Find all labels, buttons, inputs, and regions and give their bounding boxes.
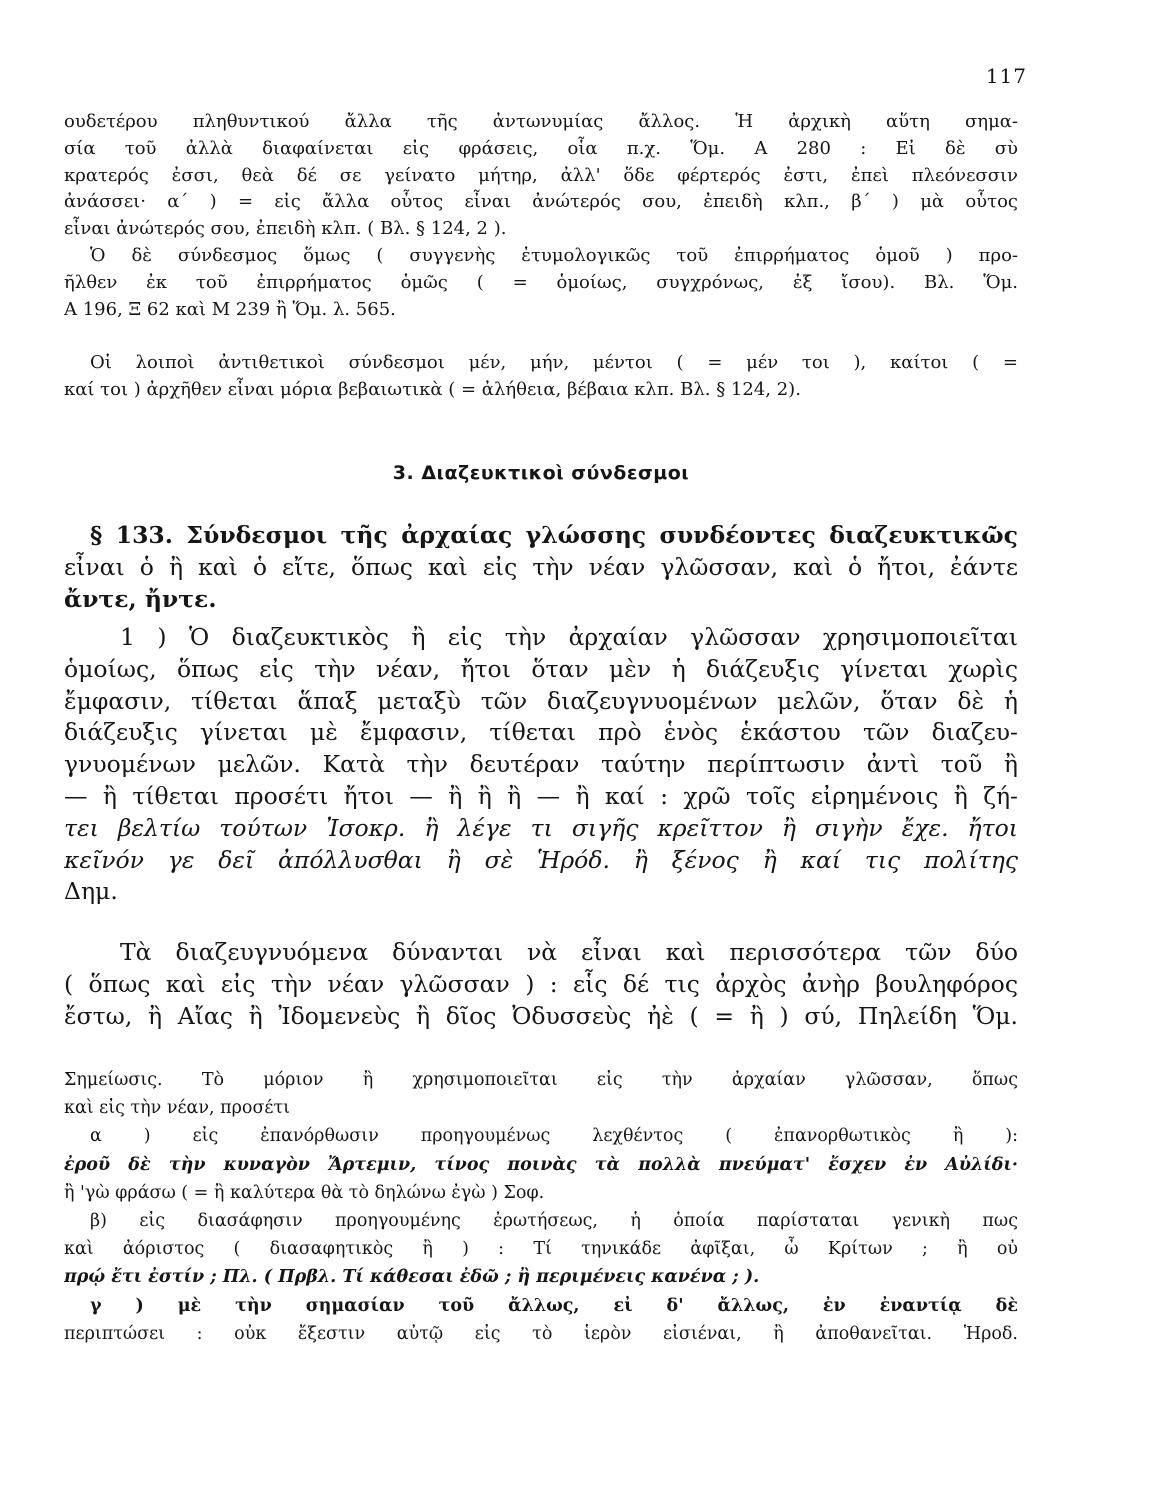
note-line: περιπτώσει : οὐκ ἔξεστιν αὐτῷ εἰς τὸ ἱερὸν εἰσιέναι, ἢ ἀποθανεῖται. Ἡροδ.: [64, 1323, 1018, 1344]
text-line: γνυομένων μελῶν. Κατὰ τὴν δευτέραν ταύτην περίπτωσιν ἀντὶ τοῦ ἢ: [64, 750, 1018, 779]
paragraph-omos: [64, 243, 1018, 323]
text-line: διάζευξις γίνεται μὲ ἔμφασιν, τίθεται πρὸ ἑνὸς ἑκάστου τῶν διαζευ-: [64, 718, 1018, 747]
text-line: ( ὅπως καὶ εἰς τὴν νέαν γλῶσσαν ) : εἷς δέ τις ἀρχὸς ἀνὴρ βουληφόρος: [64, 969, 1018, 998]
note-line: β) εἰς διασάφησιν προηγουμένης ἐρωτήσεως, ἡ ὁποία παρίσταται γενικὴ πως: [90, 1210, 1018, 1231]
text-line: σία τοῦ ἀλλὰ διαφαίνεται εἰς φράσεις, οἷα π.χ. Ὅμ. Α 280 : Εἰ δὲ σὺ: [64, 137, 1018, 159]
note-line: Σημείωσις. Τὸ μόριον ἢ χρησιμοποιεῖται εἰς τὴν ἀρχαίαν γλῶσσαν, ὅπως: [64, 1070, 1018, 1090]
text-line: κεῖνόν γε δεῖ ἀπόλλυσθαι ἢ σὲ Ἡρόδ. ἢ ξένος ἢ καί τις πολίτης: [64, 845, 1018, 874]
note-line: α ) εἰς ἐπανόρθωσιν προηγουμένως λεχθέντος ( ἐπανορθωτικὸς ἢ ):: [90, 1126, 1018, 1147]
text-line: § 133. Σύνδεσμοι τῆς ἀρχαίας γλώσσης συνδέοντες διαζευκτικῶς: [90, 521, 1018, 549]
note-line: ἐροῦ δὲ τὴν κυναγὸν Ἄρτεμιν, τίνος ποινὰς τὰ πολλὰ πνεύματ' ἔσχεν ἐν Αὐλίδι·: [64, 1154, 1018, 1175]
text-line: 1 ) Ὁ διαζευκτικὸς ἢ εἰς τὴν ἀρχαίαν γλῶσσαν χρησιμοποιεῖται: [120, 623, 1018, 651]
paragraph-other-antithetic: [64, 350, 1018, 404]
text-line: ἄντε, ἤντε.: [64, 584, 217, 613]
text-line: — ἢ τίθεται προσέτι ἤτοι — ἢ ἢ ἢ — ἢ καί : χρῶ τοῖς εἰρημένοις ἢ ζή-: [64, 781, 1018, 810]
paragraph-133: [64, 520, 1018, 615]
text-line: Δημ.: [64, 877, 118, 906]
text-line: καί τοι ) ἀρχῆθεν εἶναι μόρια βεβαιωτικὰ ( = ἀλήθεια, βέβαια κλπ. Βλ. § 124, 2).: [64, 378, 801, 400]
note-line: πρῴ ἔτι ἐστίν ; Πλ. ( Πρβλ. Τί κάθεσαι ἐδῶ ; ἢ περιμένεις κανένα ; ).: [64, 1267, 760, 1288]
text-line: ῆλθεν ἐκ τοῦ ἐπιρρήματος ὁμῶς ( = ὁμοίως, συγχρόνως, ἐξ ἴσου). Βλ. Ὅμ.: [64, 271, 1018, 293]
text-line: ουδετέρου πληθυντικού ἄλλα τῆς ἀντωνυμίας ἄλλος. Ἡ ἀρχικὴ αὕτη σημα-: [64, 111, 1018, 132]
text-line: Ὁ δὲ σύνδεσμος ὅμως ( συγγενὴς ἐτυμολογικῶς τοῦ ἐπιρρήματος ὁμοῦ ) προ-: [90, 245, 1018, 266]
note-line: γ ) μὲ τὴν σημασίαν τοῦ ἄλλως, εἰ δ' ἄλλως, ἐν ἐναντίᾳ δὲ: [90, 1295, 1018, 1316]
text-line: Οἱ λοιποὶ ἀντιθετικοὶ σύνδεσμοι μέν, μήν, μέντοι ( = μέν τοι ), καίτοι ( =: [90, 352, 1018, 373]
paragraph-antithetic-alla: [64, 109, 1018, 243]
text-line: εἶναι ὁ ἢ καὶ ὁ εἴτε, ὅπως καὶ εἰς τὴν νέαν γλῶσσαν, καὶ ὁ ἤτοι, ἐάντε: [64, 552, 1018, 581]
note-line: καὶ ἀόριστος ( διασαφητικὸς ἢ ) : Τί τηνικάδε ἀφῖξαι, ὦ Κρίτων ; ἢ οὐ: [64, 1239, 1018, 1260]
note-line: ἢ 'γὼ φράσω ( = ἢ καλύτερα θὰ τὸ δηλώνω ἐγὼ ) Σοφ.: [64, 1182, 545, 1203]
section-heading: 3. Διαζευκτικοὶ σύνδεσμοι: [392, 462, 690, 484]
text-line: ὁμοίως, ὅπως εἰς τὴν νέαν, ἤτοι ὅταν μὲν ἡ διάζευξις γίνεται χωρὶς: [64, 654, 1018, 683]
note-line: καὶ εἰς τὴν νέαν, προσέτι: [64, 1098, 291, 1119]
paragraph-disjunctive-e: [64, 622, 1018, 908]
note-block: [64, 1066, 1018, 1348]
text-line: Τὰ διαζευγνυόμενα δύνανται νὰ εἶναι καὶ περισσότερα τῶν δύο: [120, 938, 1018, 966]
page-number: 117: [985, 64, 1027, 88]
text-line: κρατερός ἐσσι, θεὰ δέ σε γείνατο μήτηρ, ἀλλ' ὅδε φέρτερός ἐστι, ἐπεὶ πλεόνεσσιν: [64, 164, 1018, 186]
text-line: ἀνάσσει· α΄ ) = εἰς ἄλλα οὗτος εἶναι ἀνώτερός σου, ἐπειδὴ κλπ., β΄ ) μὰ οὗτος: [64, 191, 1018, 213]
text-line: ἔμφασιν, τίθεται ἅπαξ μεταξὺ τῶν διαζευγνυομένων μελῶν, ὅταν δὲ ἡ: [64, 686, 1018, 715]
text-line: Α 196, Ξ 62 καὶ Μ 239 ἢ Ὅμ. λ. 565.: [64, 298, 396, 320]
text-line: εἶναι ἀνώτερός σου, ἐπειδὴ κλπ. ( Βλ. § 124, 2 ).: [64, 218, 507, 240]
paragraph-more-than-two: [64, 937, 1018, 1032]
text-line: ἔστω, ἢ Αἴας ἢ Ἰδομενεὺς ἢ δῖος Ὀδυσσεὺς ἠὲ ( = ἢ ) σύ, Πηλείδη Ὅμ.: [64, 1001, 1018, 1030]
text-line: τει βελτίω τούτων Ἰσοκρ. ἢ λέγε τι σιγῆς κρεῖττον ἢ σιγὴν ἔχε. ἤτοι: [64, 813, 1018, 842]
